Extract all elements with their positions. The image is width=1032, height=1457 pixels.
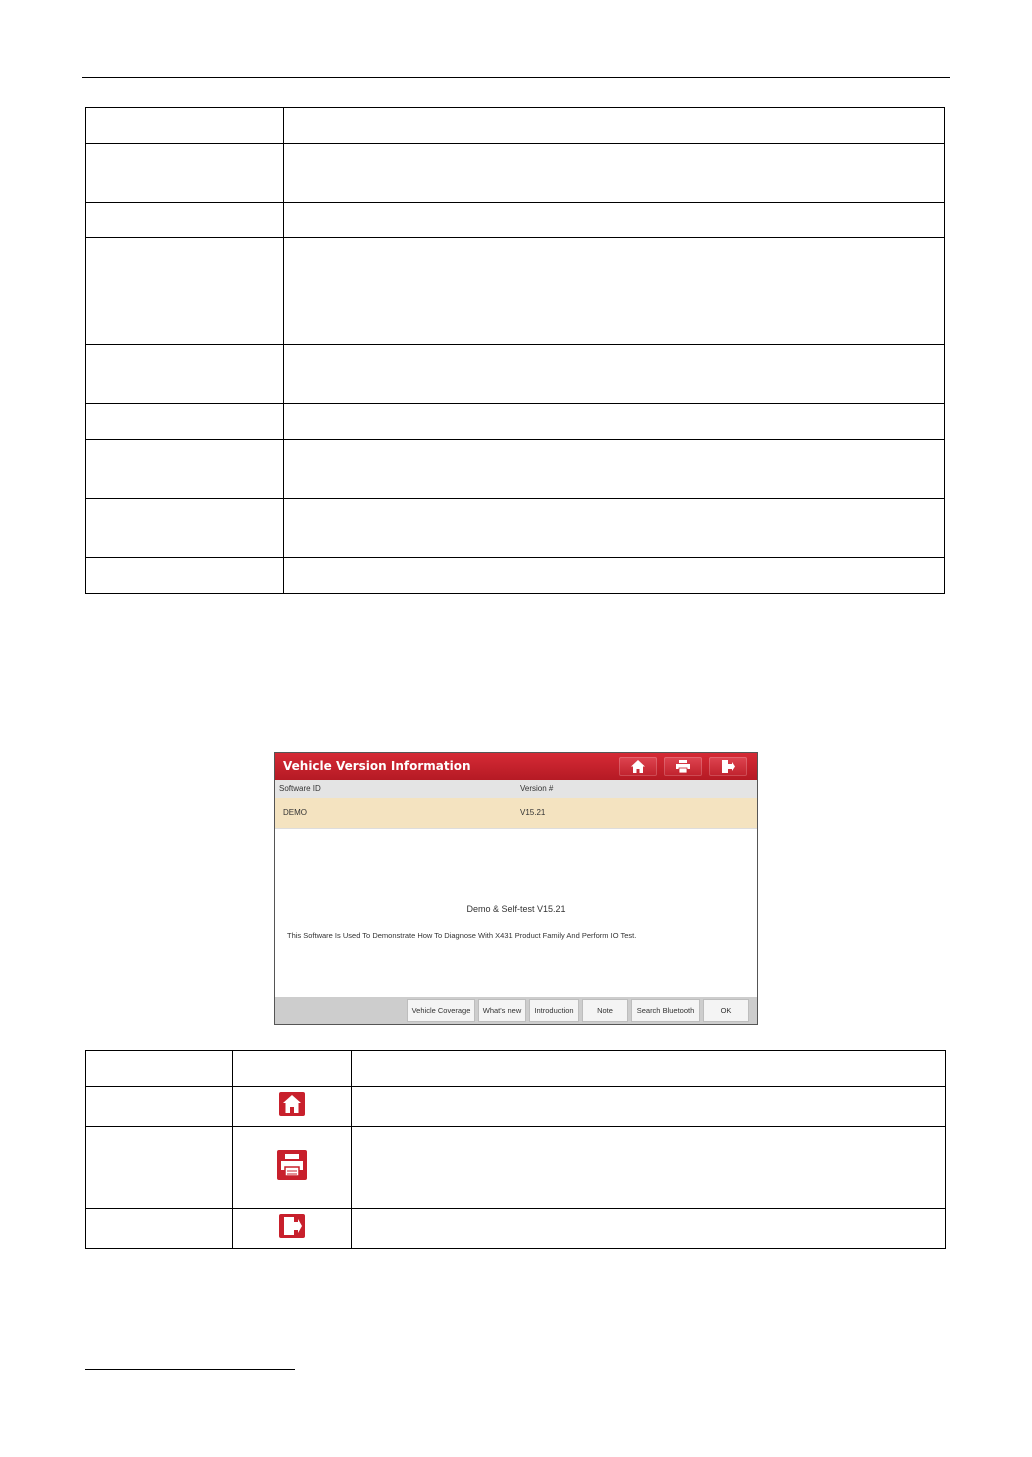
icon-table (85, 1050, 946, 1249)
software-info-description: This Software Is Used To Demonstrate How To Diagnose With X431 Product Family And Perform IO Test. (287, 931, 637, 940)
print-icon (277, 1150, 307, 1180)
column-software-id: Software ID (279, 784, 321, 793)
exit-icon (279, 1214, 305, 1238)
page-header-rule (82, 77, 950, 78)
description-table (85, 107, 945, 594)
footnote-rule (85, 1369, 295, 1370)
home-button[interactable] (619, 757, 657, 776)
table-row (86, 558, 945, 594)
table-row (86, 1051, 946, 1087)
ok-button[interactable]: OK (703, 999, 749, 1022)
table-row (86, 499, 945, 558)
table-row (86, 1209, 946, 1249)
whats-new-button[interactable]: What's new (478, 999, 526, 1022)
software-id-cell: DEMO (283, 808, 307, 817)
home-icon (279, 1092, 305, 1116)
table-row (86, 203, 945, 238)
column-header (275, 780, 757, 798)
table-row (86, 440, 945, 499)
table-row (86, 1127, 946, 1209)
table-row (86, 1087, 946, 1127)
print-button[interactable] (664, 757, 702, 776)
home-icon (631, 760, 645, 773)
introduction-button[interactable]: Introduction (529, 999, 579, 1022)
note-button[interactable]: Note (582, 999, 628, 1022)
exit-button[interactable] (709, 757, 747, 776)
software-info-title: Demo & Self-test V15.21 (466, 904, 566, 914)
print-icon (676, 760, 690, 773)
version-cell: V15.21 (520, 808, 546, 817)
software-row[interactable] (275, 798, 757, 829)
app-footer-toolbar (275, 997, 757, 1024)
app-title: Vehicle Version Information (283, 759, 471, 773)
app-title-bar (275, 753, 757, 780)
column-version: Version # (520, 784, 554, 793)
search-bluetooth-button[interactable]: Search Bluetooth (631, 999, 700, 1022)
table-row (86, 345, 945, 404)
table-row (86, 108, 945, 144)
exit-icon (721, 760, 735, 773)
vehicle-coverage-button[interactable]: Vehicle Coverage (407, 999, 475, 1022)
table-row (86, 144, 945, 203)
table-row (86, 404, 945, 440)
vehicle-version-screenshot (274, 752, 758, 1025)
table-row (86, 238, 945, 345)
